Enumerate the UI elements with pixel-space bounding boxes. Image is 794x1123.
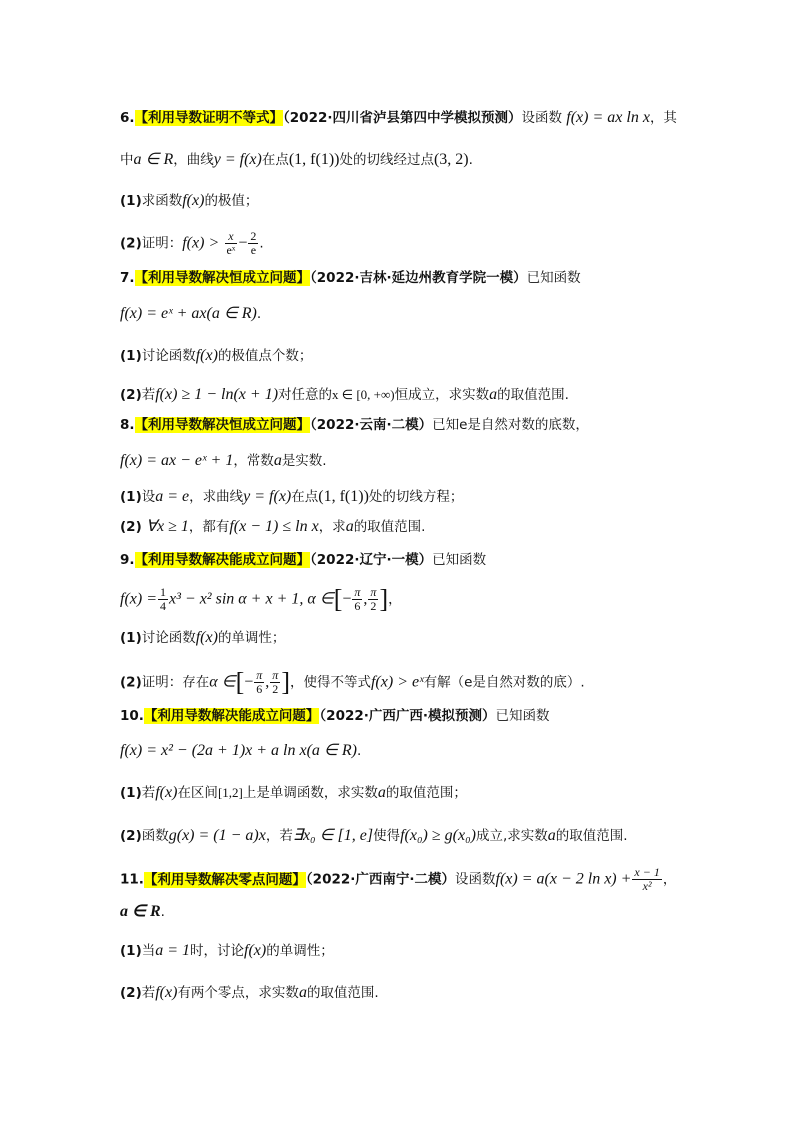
- problem-8-header: [120, 415, 589, 435]
- fraction-numerator: π: [256, 668, 263, 682]
- question-label: (2): [120, 674, 142, 691]
- bracket-right: ]: [281, 667, 290, 697]
- question-text: ，若: [265, 828, 293, 844]
- math-expr: x ∈ [0, +∞): [332, 387, 395, 402]
- math-expr: f(x) = a(x − 2 ln x) +: [495, 870, 632, 888]
- fraction-numerator: 1: [160, 585, 166, 599]
- question-text: 的取值范围.: [555, 828, 628, 844]
- math-expr: α ∈: [209, 673, 236, 691]
- question-label: (2): [120, 387, 142, 403]
- question-text: 的单调性；: [217, 630, 286, 646]
- problem-text: 设函数: [455, 871, 496, 888]
- problem-text: ，其: [649, 110, 677, 126]
- math-expr: [1,2]: [217, 785, 243, 800]
- math-expr: a ∈ R: [120, 903, 161, 920]
- problem-11-header: [120, 866, 676, 893]
- problem-10-header: [120, 706, 550, 726]
- math-expr: a: [377, 784, 386, 801]
- question-text: 的极值；: [204, 193, 259, 209]
- question-text: 证明：: [141, 235, 183, 252]
- problem-text: 已知e是自然对数的底数，: [432, 417, 589, 433]
- math-expr: f(x): [195, 629, 218, 646]
- problem-6-line2: [120, 150, 473, 170]
- math-expr: ,: [265, 673, 270, 691]
- problem-10-q2: [120, 826, 628, 846]
- question-text: 上是单调函数，求实数: [242, 785, 378, 801]
- math-expr: a = 1: [155, 942, 191, 959]
- math-expr: f(x) = ax ln x: [566, 109, 650, 126]
- bracket-left: [: [235, 667, 245, 697]
- question-text: 恒成立，求实数: [394, 387, 490, 403]
- problem-10-q1: [120, 783, 467, 803]
- question-text: 有解（e是自然对数的底）.: [423, 674, 585, 691]
- problem-source: （2022·广西广西·模拟预测）: [319, 708, 496, 724]
- math-expr: a: [273, 452, 282, 469]
- problem-number: 10.: [120, 708, 144, 724]
- problem-6-q1: [120, 191, 258, 211]
- problem-text: .: [468, 152, 473, 168]
- fraction-numerator: π: [354, 585, 361, 599]
- problem-9-q1: [120, 628, 285, 648]
- question-text: 在点: [291, 489, 319, 505]
- problem-8-q2: [120, 517, 425, 537]
- question-text: 的取值范围.: [497, 387, 569, 403]
- question-text: 的取值范围.: [353, 519, 426, 535]
- question-text: 若: [141, 387, 156, 403]
- problem-9-header: [120, 550, 486, 570]
- math-expr: a ∈ R: [133, 151, 174, 168]
- question-label: (1): [120, 785, 142, 801]
- problem-7-header: [120, 268, 581, 288]
- problem-8-q1: [120, 487, 463, 507]
- question-text: ，使得不等式: [289, 674, 371, 691]
- question-text: 当: [141, 943, 156, 959]
- fraction-denominator: 6: [256, 682, 263, 696]
- problem-text: .: [160, 904, 165, 920]
- math-expr: f(x) = x² − (2a + 1)x + a ln x(a ∈ R): [120, 742, 357, 759]
- problem-7-q2: [120, 385, 569, 405]
- fraction: [368, 586, 378, 613]
- bracket-left: [: [333, 584, 343, 614]
- problem-tag: 【利用导数解决能成立问题】: [143, 708, 320, 724]
- problem-text: 处的切线经过点: [339, 152, 434, 168]
- question-text: ，都有: [188, 519, 230, 535]
- problem-tag: 【利用导数解决能成立问题】: [134, 552, 311, 568]
- problem-text: .: [356, 743, 362, 759]
- problem-7-q1: [120, 346, 312, 366]
- problem-source: （2022·云南·二模）: [310, 417, 433, 433]
- question-text: 求函数: [141, 193, 183, 209]
- question-label: (1): [120, 348, 142, 364]
- question-text: 的取值范围；: [385, 785, 467, 801]
- problem-tag: 【利用导数解决零点问题】: [143, 871, 306, 888]
- problem-11-line2: [120, 902, 165, 922]
- math-expr: f(x) > eˣ: [370, 673, 424, 691]
- math-expr: f(x₀) ≥ g(x₀): [400, 827, 476, 844]
- problem-number: 8.: [120, 417, 135, 433]
- bracket-right: ]: [379, 584, 389, 614]
- fraction: [254, 669, 264, 696]
- math-expr: y = f(x): [243, 488, 292, 505]
- fraction-denominator: 6: [354, 599, 361, 613]
- question-label: (2): [120, 235, 142, 252]
- question-text: 成立,求实数: [475, 828, 548, 844]
- math-expr: a: [345, 518, 354, 535]
- problem-number: 7.: [120, 270, 135, 286]
- fraction-denominator: eˣ: [226, 243, 236, 257]
- math-expr: x³ − x² sin α + x + 1, α ∈: [169, 590, 334, 608]
- math-expr: f(x) = ax − eˣ + 1: [120, 452, 234, 469]
- problem-text: 已知函数: [432, 552, 487, 568]
- question-label: (1): [120, 489, 142, 505]
- problem-text: ，常数: [233, 453, 274, 469]
- question-label: (1): [120, 943, 142, 959]
- question-text: 在区间: [177, 785, 218, 801]
- math-expr: f(x): [155, 984, 178, 1001]
- question-text: 使得: [373, 828, 401, 844]
- problem-source: （2022·广西南宁·二模）: [305, 871, 456, 888]
- problem-number: 9.: [120, 552, 135, 568]
- question-text: 若: [141, 785, 156, 801]
- problem-7-func: [120, 304, 261, 324]
- problem-6-q2: [120, 230, 264, 257]
- problem-source: （2022·吉林·延边州教育学院一模）: [310, 270, 527, 286]
- math-expr: a: [547, 827, 556, 844]
- problem-9-q2: [120, 669, 585, 696]
- question-text: 对任意的: [278, 387, 333, 403]
- problem-source: （2022·辽宁·一模）: [310, 552, 433, 568]
- problem-tag: 【利用导数解决恒成立问题】: [134, 270, 311, 286]
- problem-tag: 【利用导数证明不等式】: [134, 110, 284, 126]
- math-expr: ∃x₀ ∈ [1, e]: [292, 827, 374, 844]
- question-text: .: [259, 235, 264, 252]
- math-expr: f(x − 1) ≤ ln x: [229, 518, 319, 535]
- math-expr: y = f(x): [213, 151, 262, 168]
- question-label: (1): [120, 193, 142, 209]
- fraction-numerator: π: [272, 668, 279, 682]
- math-expr: −: [244, 673, 254, 691]
- fraction-denominator: 2: [370, 599, 377, 613]
- problem-text: 中: [120, 152, 134, 168]
- fraction-numerator: x: [225, 230, 238, 244]
- math-expr: a: [489, 386, 498, 403]
- problem-text: .: [256, 306, 262, 322]
- math-expr: f(x) >: [182, 234, 220, 252]
- math-expr: f(x) = eˣ + ax(a ∈ R): [120, 305, 257, 322]
- math-expr: g(x) = (1 − a)x: [168, 827, 266, 844]
- question-text: 的取值范围.: [306, 985, 379, 1001]
- fraction-numerator: x − 1: [634, 865, 660, 879]
- fraction: [158, 586, 168, 613]
- question-text: 处的切线方程；: [368, 489, 464, 505]
- fraction: [248, 230, 258, 257]
- fraction: [352, 586, 362, 613]
- fraction-denominator: e: [250, 243, 257, 257]
- question-text: 若: [141, 985, 156, 1001]
- question-label: (2): [120, 985, 142, 1001]
- problem-6-header: [120, 108, 677, 128]
- question-text: 讨论函数: [141, 630, 196, 646]
- question-label: (2): [120, 828, 142, 844]
- question-text: ，求: [318, 519, 346, 535]
- problem-text: ，曲线: [173, 152, 214, 168]
- math-expr: (3, 2): [433, 151, 469, 168]
- fraction: [225, 230, 238, 257]
- problem-10-func: [120, 741, 361, 761]
- fraction-denominator: 2: [272, 682, 279, 696]
- problem-number: 11.: [120, 871, 144, 888]
- math-expr: −: [238, 234, 248, 252]
- math-expr: (1, f(1)): [288, 151, 340, 168]
- math-expr: −: [342, 590, 352, 608]
- fraction-denominator: x²: [642, 879, 652, 893]
- math-expr: f(x): [195, 347, 218, 364]
- question-text: 讨论函数: [141, 348, 196, 364]
- problem-source: （2022·四川省泸县第四中学模拟预测）: [283, 110, 522, 126]
- question-text: ，求曲线: [189, 489, 244, 505]
- problem-11-q1: [120, 941, 334, 961]
- problem-text: 是实数.: [281, 453, 327, 469]
- question-text: 时，讨论: [190, 943, 245, 959]
- problem-text: ，: [388, 591, 402, 608]
- problem-11-q2: [120, 983, 379, 1003]
- math-expr: f(x) =: [120, 590, 157, 608]
- problem-8-func: [120, 451, 327, 471]
- fraction-numerator: 2: [250, 229, 257, 243]
- math-expr: ,: [363, 590, 368, 608]
- math-expr: f(x): [244, 942, 267, 959]
- problem-9-func: [120, 586, 402, 613]
- math-expr: f(x) ≥ 1 − ln(x + 1): [155, 386, 279, 403]
- problem-text: 已知函数: [526, 270, 581, 286]
- question-label: (2): [120, 519, 142, 535]
- question-text: 函数: [141, 828, 169, 844]
- problem-text: ，: [662, 871, 677, 888]
- fraction-numerator: π: [370, 585, 377, 599]
- question-label: (1): [120, 630, 142, 646]
- problem-number: 6.: [120, 110, 135, 126]
- problem-tag: 【利用导数解决恒成立问题】: [134, 417, 311, 433]
- question-text: 设: [141, 489, 156, 505]
- question-text: 有两个零点，求实数: [177, 985, 299, 1001]
- problem-text: 设函数: [521, 110, 562, 126]
- fraction: [270, 669, 280, 696]
- math-expr: ∀x ≥ 1: [146, 518, 189, 535]
- question-text: 的单调性；: [266, 943, 334, 959]
- question-text: 的极值点个数；: [217, 348, 313, 364]
- math-expr: f(x): [155, 784, 178, 801]
- fraction: [632, 866, 661, 893]
- math-expr: f(x): [182, 192, 205, 209]
- math-expr: (1, f(1)): [318, 488, 369, 505]
- fraction-denominator: 4: [160, 599, 166, 613]
- problem-text: 已知函数: [495, 708, 550, 724]
- problem-text: 在点: [261, 152, 289, 168]
- question-text: 证明：存在: [141, 674, 210, 691]
- math-expr: a: [298, 984, 307, 1001]
- math-expr: a = e: [155, 488, 190, 505]
